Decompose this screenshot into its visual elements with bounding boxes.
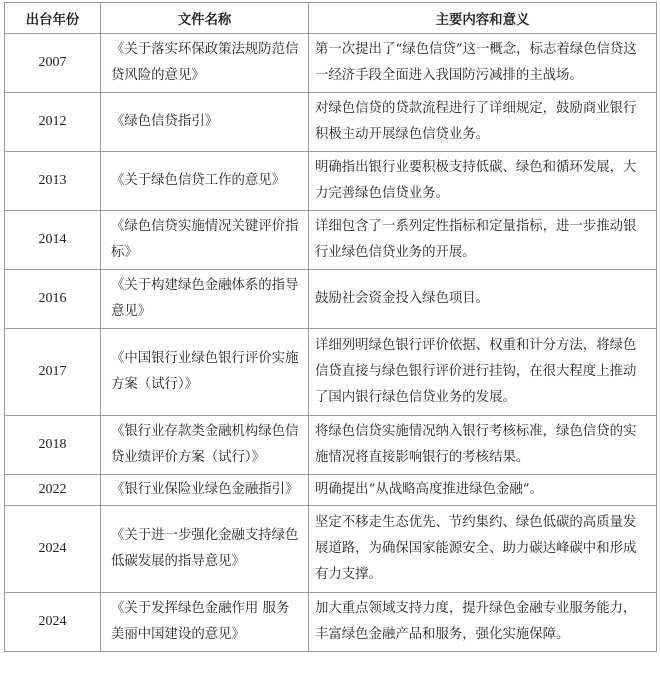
document-name-cell: 《银行业保险业绿色金融指引》 [101, 475, 309, 506]
content-cell: 将绿色信贷实施情况纳入银行考核标准，绿色信贷的实施情况将直接影响银行的考核结果。 [309, 416, 657, 475]
table-row [5, 152, 657, 211]
document-name-cell: 《绿色信贷实施情况关键评价指标》 [101, 211, 309, 270]
content-cell: 加大重点领域支持力度，提升绿色金融专业服务能力，丰富绿色金融产品和服务，强化实施保障。 [309, 593, 657, 652]
table-row [5, 506, 657, 593]
table-row [5, 593, 657, 652]
header-document-name: 文件名称 [101, 3, 309, 34]
document-name-cell: 《关于构建绿色金融体系的指导意见》 [101, 270, 309, 329]
content-cell: 详细列明绿色银行评价依据、权重和计分方法，将绿色信贷直接与绿色银行评价进行挂钩，在很大程度上推动了国内银行绿色信贷业务的发展。 [309, 329, 657, 416]
year-cell: 2017 [5, 329, 101, 416]
header-year: 出台年份 [5, 3, 101, 34]
year-cell: 2022 [5, 475, 101, 506]
content-cell: 坚定不移走生态优先、节约集约、绿色低碳的高质量发展道路，为确保国家能源安全、助力碳达峰碳中和形成有力支撑。 [309, 506, 657, 593]
year-cell: 2007 [5, 34, 101, 93]
table-row [5, 34, 657, 93]
table-header-row [5, 3, 657, 34]
table-row [5, 211, 657, 270]
year-cell: 2013 [5, 152, 101, 211]
document-name-cell: 《关于绿色信贷工作的意见》 [101, 152, 309, 211]
content-cell: 明确指出银行业要积极支持低碳、绿色和循环发展，大力完善绿色信贷业务。 [309, 152, 657, 211]
year-cell: 2014 [5, 211, 101, 270]
year-cell: 2024 [5, 593, 101, 652]
table-row [5, 270, 657, 329]
header-content-significance: 主要内容和意义 [309, 3, 657, 34]
document-name-cell: 《关于进一步强化金融支持绿色低碳发展的指导意见》 [101, 506, 309, 593]
document-name-cell: 《关于发挥绿色金融作用 服务美丽中国建设的意见》 [101, 593, 309, 652]
document-name-cell: 《中国银行业绿色银行评价实施方案（试行）》 [101, 329, 309, 416]
year-cell: 2012 [5, 93, 101, 152]
table-row [5, 93, 657, 152]
table-row [5, 329, 657, 416]
green-credit-policy-table [4, 2, 657, 652]
content-cell: 鼓励社会资金投入绿色项目。 [309, 270, 657, 329]
content-cell: 对绿色信贷的贷款流程进行了详细规定，鼓励商业银行积极主动开展绿色信贷业务。 [309, 93, 657, 152]
document-name-cell: 《绿色信贷指引》 [101, 93, 309, 152]
document-name-cell: 《银行业存款类金融机构绿色信贷业绩评价方案（试行）》 [101, 416, 309, 475]
document-name-cell: 《关于落实环保政策法规防范信贷风险的意见》 [101, 34, 309, 93]
year-cell: 2018 [5, 416, 101, 475]
content-cell: 明确提出“从战略高度推进绿色金融”。 [309, 475, 657, 506]
year-cell: 2016 [5, 270, 101, 329]
table-row [5, 416, 657, 475]
content-cell: 详细包含了一系列定性指标和定量指标，进一步推动银行业绿色信贷业务的开展。 [309, 211, 657, 270]
content-cell: 第一次提出了“绿色信贷”这一概念，标志着绿色信贷这一经济手段全面进入我国防污减排的主战场。 [309, 34, 657, 93]
table-row [5, 475, 657, 506]
year-cell: 2024 [5, 506, 101, 593]
